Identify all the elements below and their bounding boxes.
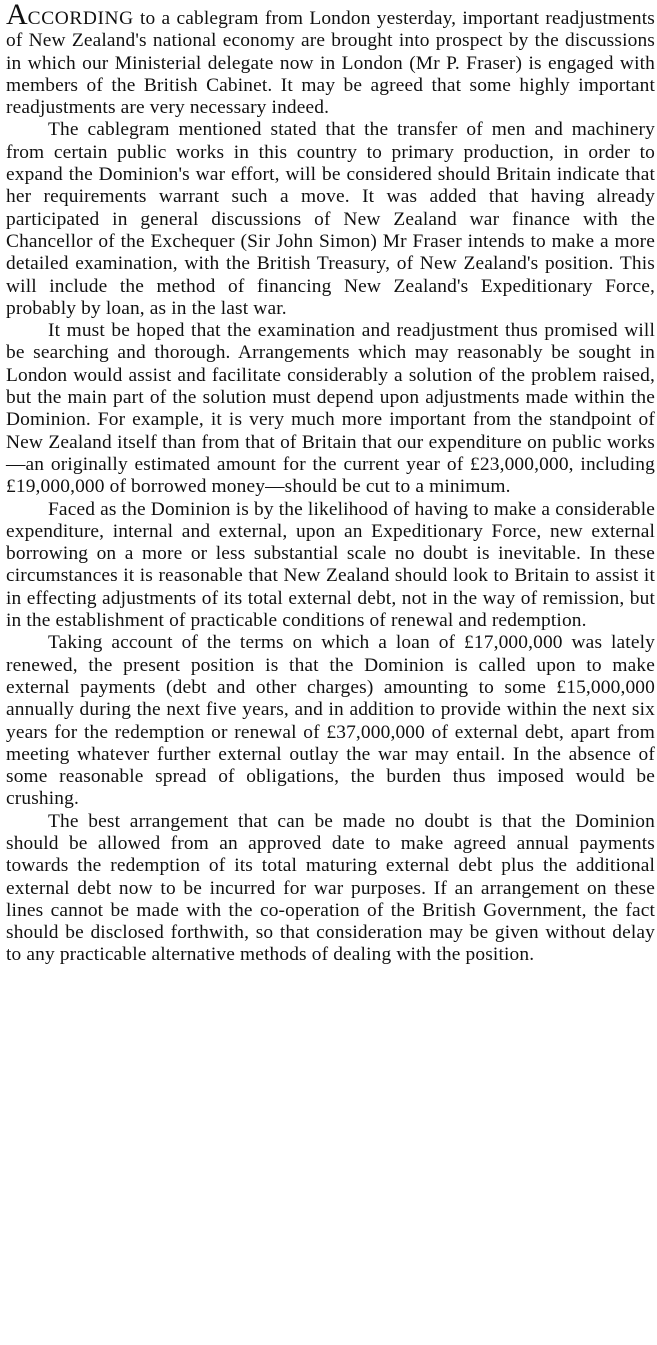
newspaper-article <box>6 0 655 967</box>
article-paragraph-3: It must be hoped that the examination and readjustment thus promised will be searching and thorough. Arrangements which may reasonably be sought in London would assist and facilitate considerably a solution of the problem raised, but the main part of the solution must depend upon adjustments made within the Dominion. For example, it is very much more important from the standpoint of New Zealand itself than from that of Britain that our expenditure on public works—an originally estimated amount for the current year of £23,000,000, including £19,000,000 of borrowed money—should be cut to a minimum. <box>6 320 655 498</box>
opening-smallcaps-word: CCORDING <box>27 8 134 29</box>
article-paragraph-5: Taking account of the terms on which a loan of £17,000,000 was lately renewed, the present position is that the Dominion is called upon to make external payments (debt and other charges) amounting to some £15,000,000 annually during the next five years, and in addition to provide within the next six years for the redemption or renewal of £37,000,000 of external debt, apart from meeting whatever further external outlay the war may entail. In the absence of some reasonable spread of obligations, the burden thus imposed would be crushing. <box>6 632 655 810</box>
article-paragraph-1 <box>6 0 655 119</box>
article-paragraph-2: The cablegram mentioned stated that the transfer of men and machinery from certain public works in this country to primary production, in order to expand the Dominion's war effort, will be considered should Britain indicate that her requirements warrant such a move. It was added that having already participated in general discussions of New Zealand war finance with the Chancellor of the Exchequer (Sir John Simon) Mr Fraser intends to make a more detailed examination, with the British Treasury, of New Zealand's position. This will include the method of financing New Zealand's Expeditionary Force, probably by loan, as in the last war. <box>6 119 655 319</box>
paragraph-1-text: to a cablegram from London yesterday, important readjustments of New Zealand's national economy are brought into prospect by the discussions in which our Ministerial delegate now in London (Mr P. Fraser) is engaged with members of the British Cabinet. It may be agreed that some highly important readjustments are very necessary indeed. <box>6 8 655 119</box>
article-paragraph-4: Faced as the Dominion is by the likelihood of having to make a considerable expenditure, internal and external, upon an Expeditionary Force, new external borrowing on a more or less substantial scale no doubt is inevitable. In these circumstances it is reasonable that New Zealand should look to Britain to assist it in effecting adjustments of its total external debt, not in the way of remission, but in the establishment of practicable conditions of renewal and redemption. <box>6 498 655 632</box>
drop-cap-initial: A <box>6 0 28 31</box>
article-paragraph-6: The best arrangement that can be made no doubt is that the Dominion should be allowed from an approved date to make agreed annual payments towards the redemption of its total maturing external debt plus the additional external debt now to be incurred for war purposes. If an arrangement on these lines cannot be made with the co-operation of the British Government, the fact should be disclosed forthwith, so that consideration may be given without delay to any practicable alternative methods of dealing with the position. <box>6 810 655 966</box>
